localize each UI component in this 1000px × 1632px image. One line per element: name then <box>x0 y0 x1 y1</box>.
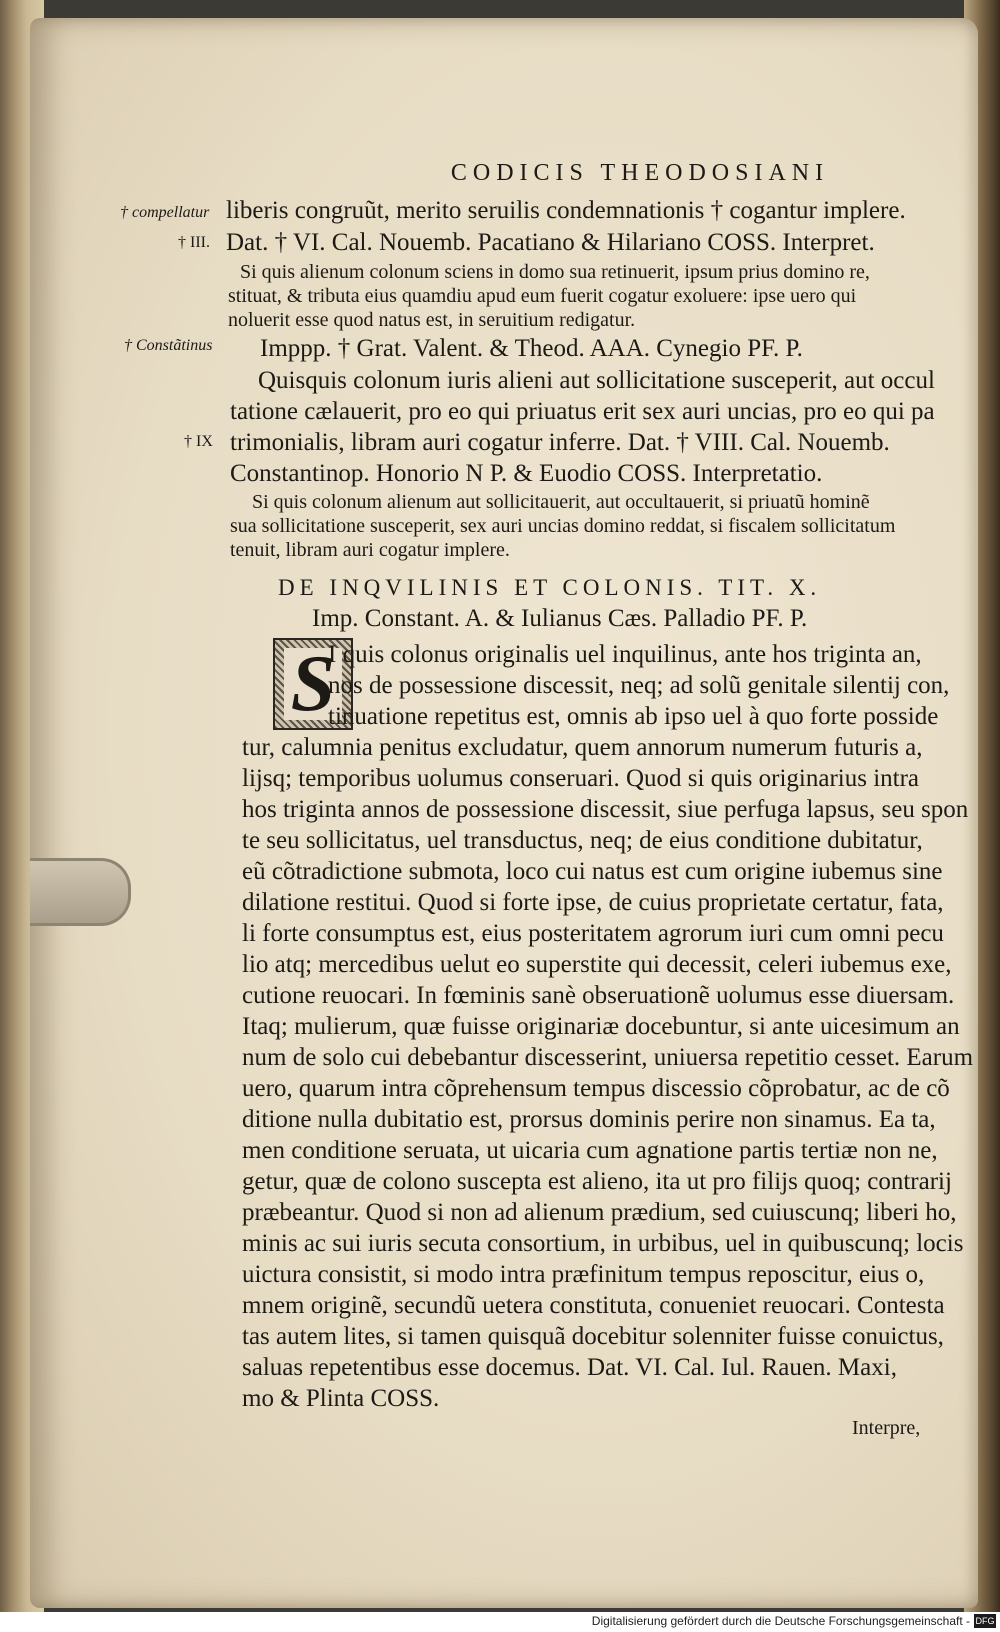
title-heading: DE INQVILINIS ET COLONIS. TIT. X. <box>278 575 822 600</box>
law-line: saluas repetentibus esse docemus. Dat. VI. Cal. Iul. Rauen. Maxi, <box>242 1354 897 1381</box>
body-line: noluerit esse quod natus est, in seruitium redigatur. <box>228 309 636 331</box>
body-line: Constantinop. Honorio N P. & Euodio COSS. Interpretatio. <box>230 460 823 487</box>
body-line: tenuit, libram auri cogatur implere. <box>230 539 510 561</box>
body-line: Si quis colonum alienum aut sollicitauerit, aut occultauerit, si priuatũ hominẽ <box>252 491 870 513</box>
law-line: te seu sollicitatus, uel transductus, neq; de eius conditione dubitatur, <box>242 827 923 854</box>
body-line: Quisquis colonum iuris alieni aut sollicitatione susceperit, aut occul <box>258 367 935 394</box>
book-page <box>30 18 978 1608</box>
law-line: getur, quæ de colono suscepta est alieno, ita ut pro filijs quoq; contrarij <box>242 1168 952 1195</box>
law-line: ditione nulla dubitatio est, prorsus dominis perire non sinamus. Ea ta, <box>242 1106 936 1133</box>
body-line: sua sollicitatione susceperit, sex auri uncias domino reddat, si fiscalem sollicitatum <box>230 515 896 537</box>
margin-note-constatinus: † Constãtinus <box>124 337 213 354</box>
body-line: tatione cælauerit, pro eo qui priuatus erit sex auri uncias, pro eo qui pa <box>230 398 935 425</box>
body-line: Imppp. † Grat. Valent. & Theod. AAA. Cynegio PF. P. <box>260 335 803 362</box>
law-line: Itaq; mulierum, quæ fuisse originariæ docebuntur, si ante uicesimum an <box>242 1013 960 1040</box>
law-line: tas autem lites, si tamen quisquã docebitur solenniter fuisse conuictus, <box>242 1323 944 1350</box>
margin-note-compellatur: † compellatur <box>120 204 210 221</box>
law-line: men conditione seruata, ut uicaria cum agnatione partis tertiæ non ne, <box>242 1137 938 1164</box>
law-line: mnem originẽ, secundũ uetera constituta, conueniet reuocari. Contesta <box>242 1292 945 1319</box>
catchword: Interpre, <box>852 1417 921 1439</box>
body-line: stituat, & tributa eius quamdiu apud eum fuerit cogatur exoluere: ipse uero qui <box>228 285 857 307</box>
law-line: lio atq; mercedibus uelut eo superstite qui decessit, celeri iubemus exe, <box>242 951 952 978</box>
body-line: trimonialis, libram auri cogatur inferre. Dat. † VIII. Cal. Nouemb. <box>230 429 890 456</box>
law-line: li forte consumptus est, eius posteritatem agrorum iuri cum omni pecu <box>242 920 944 947</box>
footer-credit: Digitalisierung gefördert durch die Deutsche Forschungsgemeinschaft - <box>591 1614 970 1628</box>
law-line: I quis colonus originalis uel inquilinus, ante hos triginta an, <box>328 641 922 668</box>
law-line: uero, quarum intra cõprehensum tempus discessio cõprobatur, ac de cõ <box>242 1075 950 1102</box>
law-line: hos triginta annos de possessione discessit, siue perfuga lapsus, seu spon <box>242 796 969 823</box>
title-subheading: Imp. Constant. A. & Iulianus Cæs. Palladio PF. P. <box>312 605 808 632</box>
margin-note-iii: † III. <box>178 234 210 251</box>
law-line: tur, calumnia penitus excludatur, quem annorum numerum futuris a, <box>242 734 923 761</box>
body-line: Dat. † VI. Cal. Nouemb. Pacatiano & Hilariano COSS. Interpret. <box>226 229 875 256</box>
law-line: lijsq; temporibus uolumus conseruari. Quod si quis originarius intra <box>242 765 920 792</box>
law-line: præbeantur. Quod si non ad alienum prædium, sed cuiuscunq; liberi ho, <box>242 1199 957 1226</box>
law-line: mo & Plinta COSS. <box>242 1385 440 1412</box>
law-line: num de solo cui debebantur discesserint, uniuersa repetitio cesset. Earum <box>242 1044 974 1071</box>
book-clasp <box>30 858 131 926</box>
law-line: tinuatione repetitus est, omnis ab ipso uel à quo forte posside <box>328 703 939 730</box>
law-line: nos de possessione discessit, neq; ad solũ genitale silentij con, <box>328 672 950 699</box>
body-line: Si quis alienum colonum sciens in domo sua retinuerit, ipsum prius domino re, <box>240 261 870 283</box>
margin-note-ix: † IX <box>184 433 213 450</box>
law-line: cutione reuocari. In fœminis sanè obseruationẽ uolumus esse diuersam. <box>242 982 955 1009</box>
law-line: eũ cõtradictione submota, loco cui natus est cum origine iubemus sine <box>242 858 943 885</box>
dfg-logo: DFG <box>975 1616 995 1626</box>
law-line: minis ac sui iuris secuta consortium, in urbibus, uel in quibuscunq; locis <box>242 1230 964 1257</box>
initial-letter: S <box>284 648 342 720</box>
body-line: liberis congruũt, merito seruilis condemnationis † cogantur implere. <box>226 197 906 224</box>
running-head: CODICIS THEODOSIANI <box>450 160 830 186</box>
law-line: uictura consistit, si modo intra præfinitum tempus reposcitur, eius o, <box>242 1261 925 1288</box>
law-line: dilatione restitui. Quod si forte ipse, de cuius proprietate certatur, fata, <box>242 889 944 916</box>
